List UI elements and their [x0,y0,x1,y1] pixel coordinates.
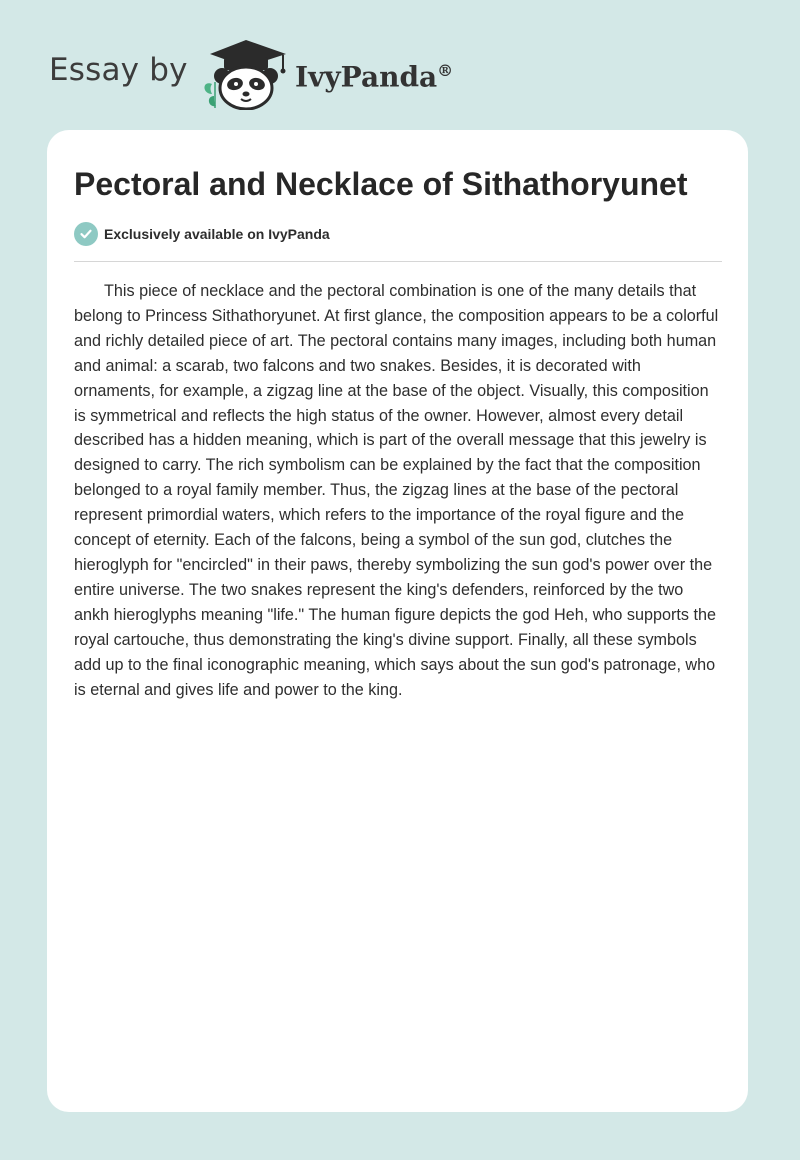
essay-body: This piece of necklace and the pectoral combination is one of the many details that belong to Princess Sithathoryunet. At first glance, the composition appears to be a colorful and richly detailed piece of art. The pectoral contains many images, including both human and animal: a scarab, two falcons and two snakes. Besides, it is decorated with ornaments, for example, a zigzag line at the base of the object. Visually, this composition is symmetrical and reflects the high status of the owner. However, almost every detail described has a hidden meaning, which is part of the overall message that this jewelry is designed to carry. The rich symbolism can be explained by the fact that the composition belonged to a royal family member. Thus, the zigzag lines at the base of the pectoral represent primordial waters, which refers to the importance of the royal figure and the concept of eternity. Each of the falcons, being a symbol of the sun god, clutches the hieroglyph for "encircled" in their paws, thereby symbolizing the sun god's power over the entire universe. The two snakes represent the king's defenders, reinforced by the two ankh hieroglyphs meaning "life." The human figure depicts the god Heh, who supports the royal cartouche, thus demonstrating the king's divine support. Finally, all these symbols add up to the final iconographic meaning, which says about the sun god's patronage, who is eternal and gives life and power to the king. [74,282,719,699]
site-header [0,0,800,120]
ivypanda-logo-icon[interactable] [200,36,292,110]
exclusive-badge [74,221,330,247]
brand-name-text: IvyPanda [295,60,438,94]
divider [74,261,722,262]
page-title: Pectoral and Necklace of Sithathoryunet [74,166,688,202]
brand-name[interactable] [295,51,453,97]
check-circle-icon [74,222,98,246]
essay-by-label: Essay by [49,52,188,88]
exclusive-label: Exclusively available on IvyPanda [104,226,330,242]
essay-card [47,130,748,1112]
registered-mark: ® [437,61,454,80]
